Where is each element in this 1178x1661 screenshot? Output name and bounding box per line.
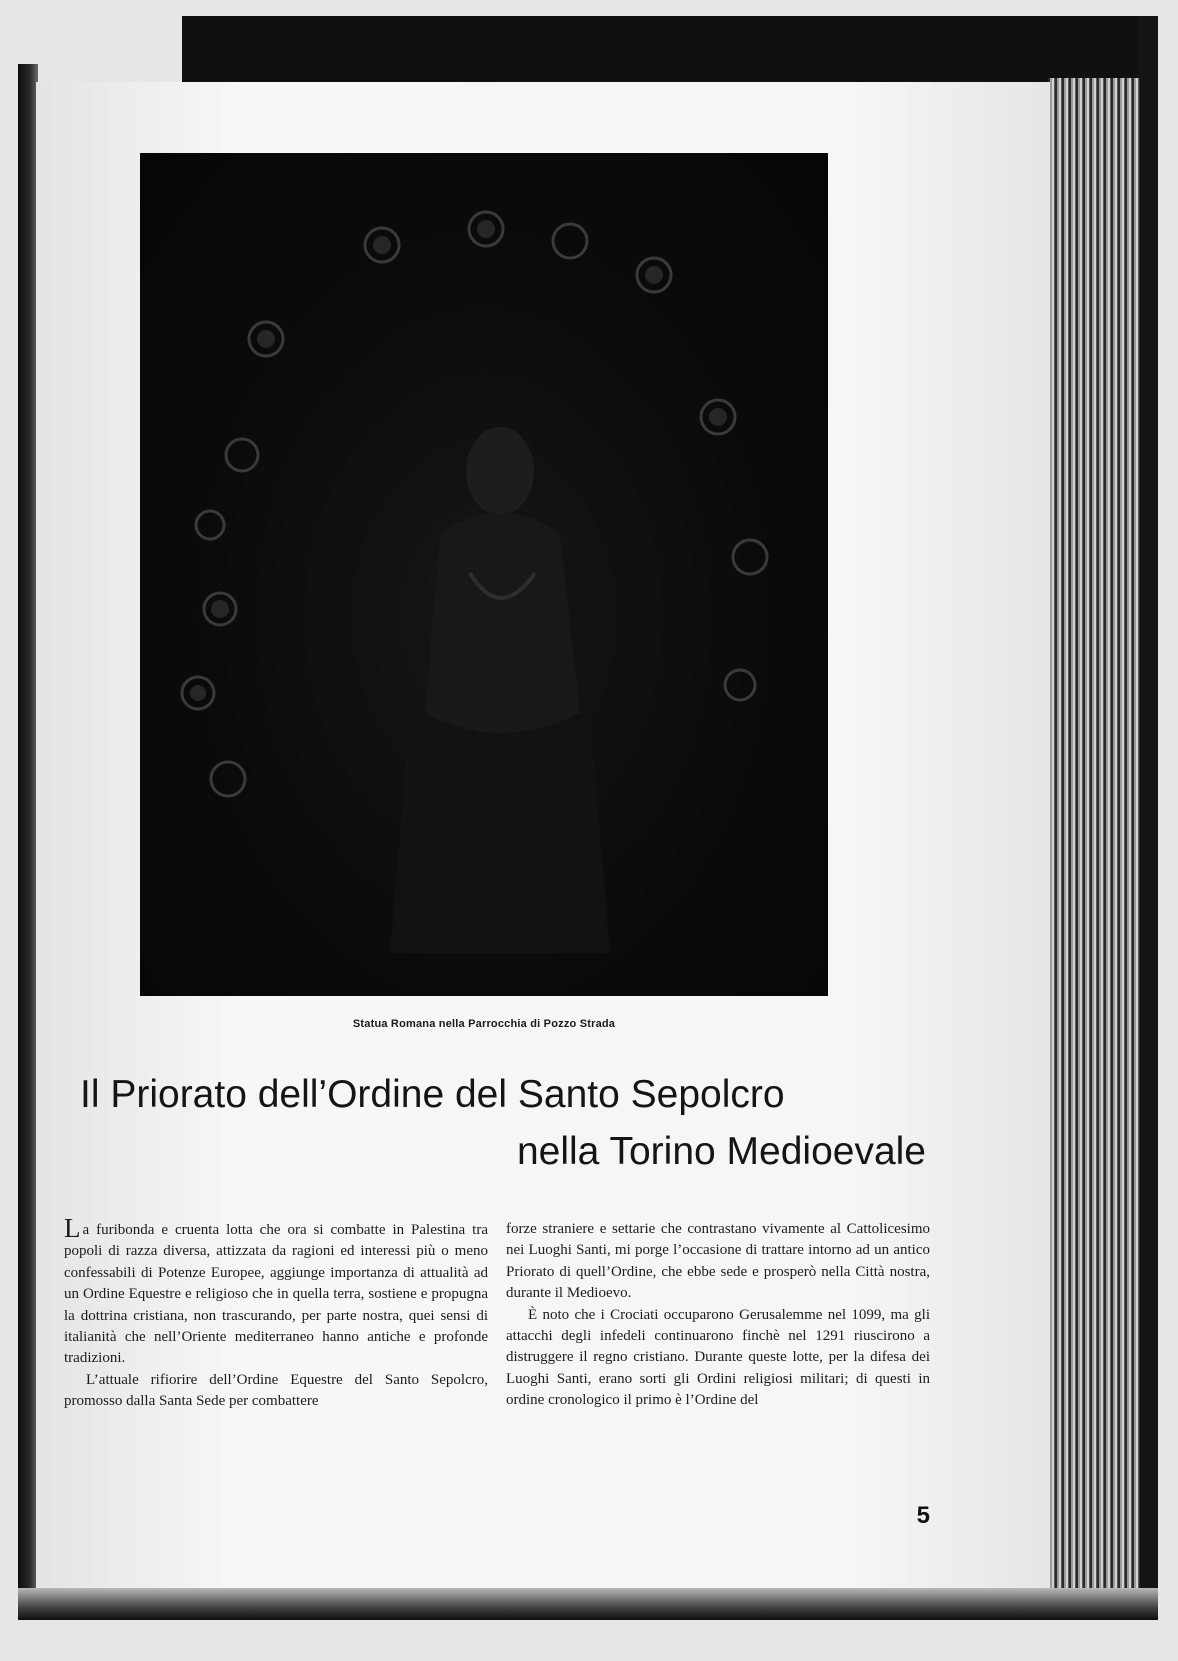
statue-photo-illustration <box>140 153 828 996</box>
statue-photo <box>140 153 828 996</box>
article-title-line1: Il Priorato dell’Ordine del Santo Sepolcro <box>80 1073 785 1116</box>
paragraph-text: a furibonda e cruenta lotta che ora si combatte in Palestina tra popoli di razza diversa, attizzata da ragioni ed interessi più o meno confessabili di Potenze Europee, aggiunge importanza di attualità ad un Ordine Equestre e religioso che in quella terra, sostiene e propugna la dottrina cristiana, non trascurando, per parte nostra, quei sensi di italianità che nell’Oriente mediterraneo hanno antiche e profonde tradizioni. <box>64 1222 488 1367</box>
scan-frame-bottom <box>18 1588 1158 1620</box>
page-number: 5 <box>916 1502 930 1529</box>
article-title-line2: nella Torino Medioevale <box>516 1130 926 1173</box>
book-page-edges <box>1048 78 1140 1593</box>
article-column-left <box>64 1213 488 1413</box>
scan-frame-left <box>18 64 38 1619</box>
statue-figure <box>390 427 610 953</box>
paragraph <box>64 1213 488 1370</box>
paragraph: forze straniere e settarie che contrastano vivamente al Cattolicesimo nei Luoghi Santi, mi porge l’occasione di trattare intorno ad un antico Priorato di quell’Ordine, che ebbe sede e prosperò nella Città nostra, durante il Medioevo. <box>506 1221 930 1302</box>
paragraph: L’attuale rifiorire dell’Ordine Equestre del Santo Sepolcro, promosso dalla Santa Sede per combattere <box>64 1371 488 1410</box>
paragraph: È noto che i Crociati occuparono Gerusalemme nel 1099, ma gli attacchi degli infedeli continuarono finchè nel 1291 riuscirono a distruggere il regno cristiano. Durante queste lotte, per la difesa dei Luoghi Santi, erano sorti gli Ordini religiosi militari; di questi in ordine cronologico il primo è l’Ordine del <box>506 1306 930 1409</box>
photo-caption: Statua Romana nella Parrocchia di Pozzo Strada <box>352 1018 616 1030</box>
scan-frame-top <box>182 16 1147 82</box>
scan-frame-right <box>1138 16 1158 1620</box>
drop-cap: L <box>64 1213 81 1243</box>
article-column-right <box>506 1219 930 1412</box>
